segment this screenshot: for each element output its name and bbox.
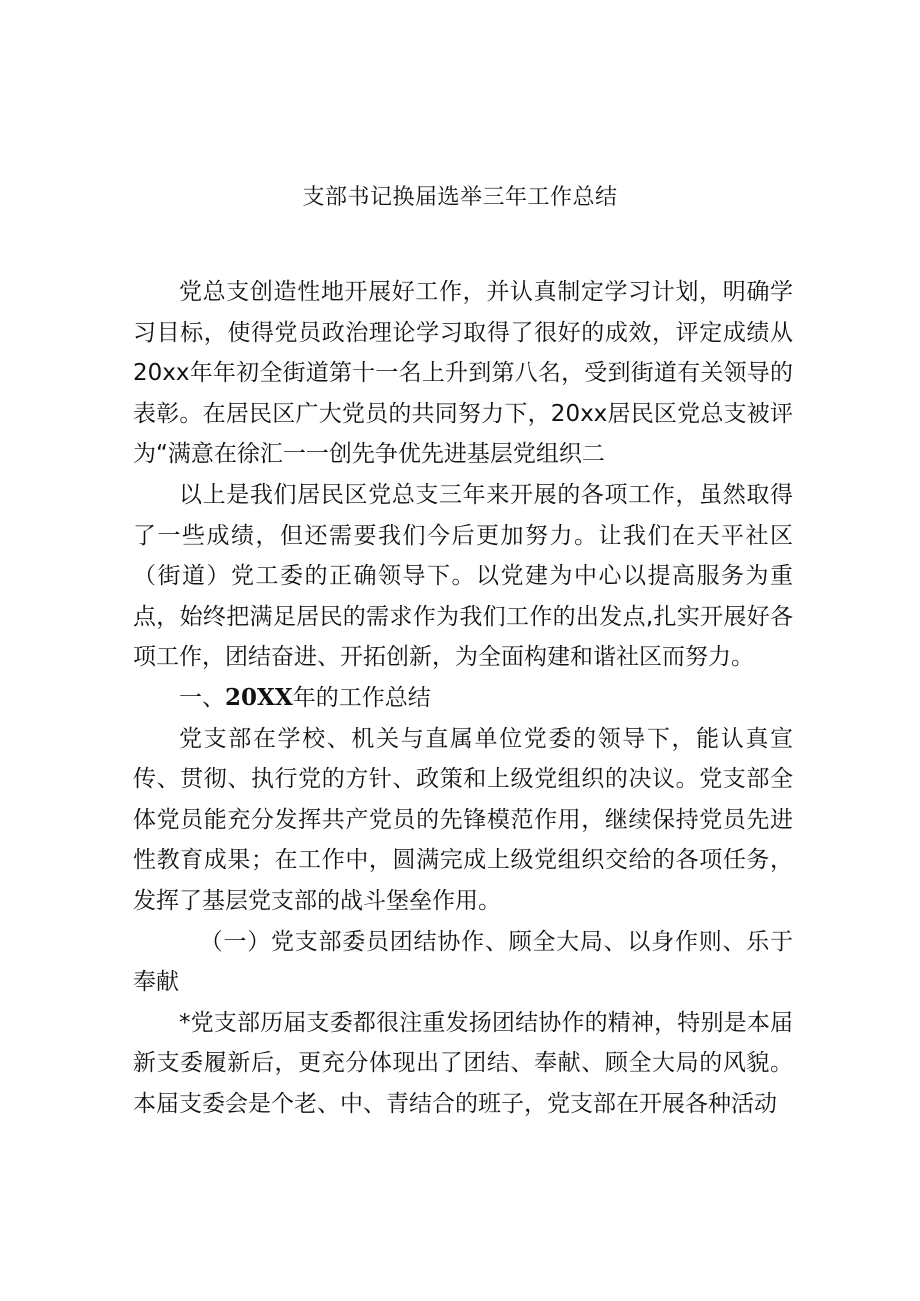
document-title: 支部书记换届选举三年工作总结	[302, 185, 618, 210]
paragraph-2: 以上是我们居民区党总支三年来开展的各项工作，虽然取得了一些成绩，但还需要我们今后更加努力。让我们在天平社区（街道）党工委的正确领导下。以党建为中心以提高服务为重点，始终把满足居民的需求作为我们工作的出发点,扎实开展好各项工作，团结奋进、开拓创新，为全面构建和谐社区而努力。	[133, 481, 793, 671]
paragraph-1: 党总支创造性地开展好工作，并认真制定学习计划，明确学习目标，使得党员政治理论学习取得了很好的成效，评定成绩从20xx年年初全街道第十一名上升到第八名，受到街道有关领导的表彰。在居民区广大党员的共同努力下，20xx居民区党总支被评为“满意在徐汇一一创先争优先进基层党组织二	[133, 279, 793, 468]
paragraph-3: 党支部在学校、机关与直属单位党委的领导下，能认真宣传、贯彻、执行党的方针、政策和上级党组织的决议。党支部全体党员能充分发挥共产党员的先锋模范作用，继续保持党员先进性教育成果；在工作中，圆满完成上级党组织交给的各项任务，发挥了基层党支部的战斗堡垒作用。	[133, 725, 793, 914]
document-body	[133, 272, 793, 1124]
subsection-heading: （一）党支部委员团结协作、顾全大局、以身作则、乐于奉献	[133, 928, 793, 996]
section-heading	[133, 678, 793, 719]
section-heading-prefix: 一、	[179, 684, 225, 711]
section-heading-suffix: 年的工作总结	[292, 684, 431, 711]
section-heading-year: 20XX	[225, 683, 293, 711]
paragraph-4: *党支部历届支委都很注重发扬团结协作的精神，特别是本届新支委履新后，更充分体现出了团结、奉献、顾全大局的风貌。本届支委会是个老、中、青结合的班子，党支部在开展各种活动	[133, 1009, 793, 1117]
